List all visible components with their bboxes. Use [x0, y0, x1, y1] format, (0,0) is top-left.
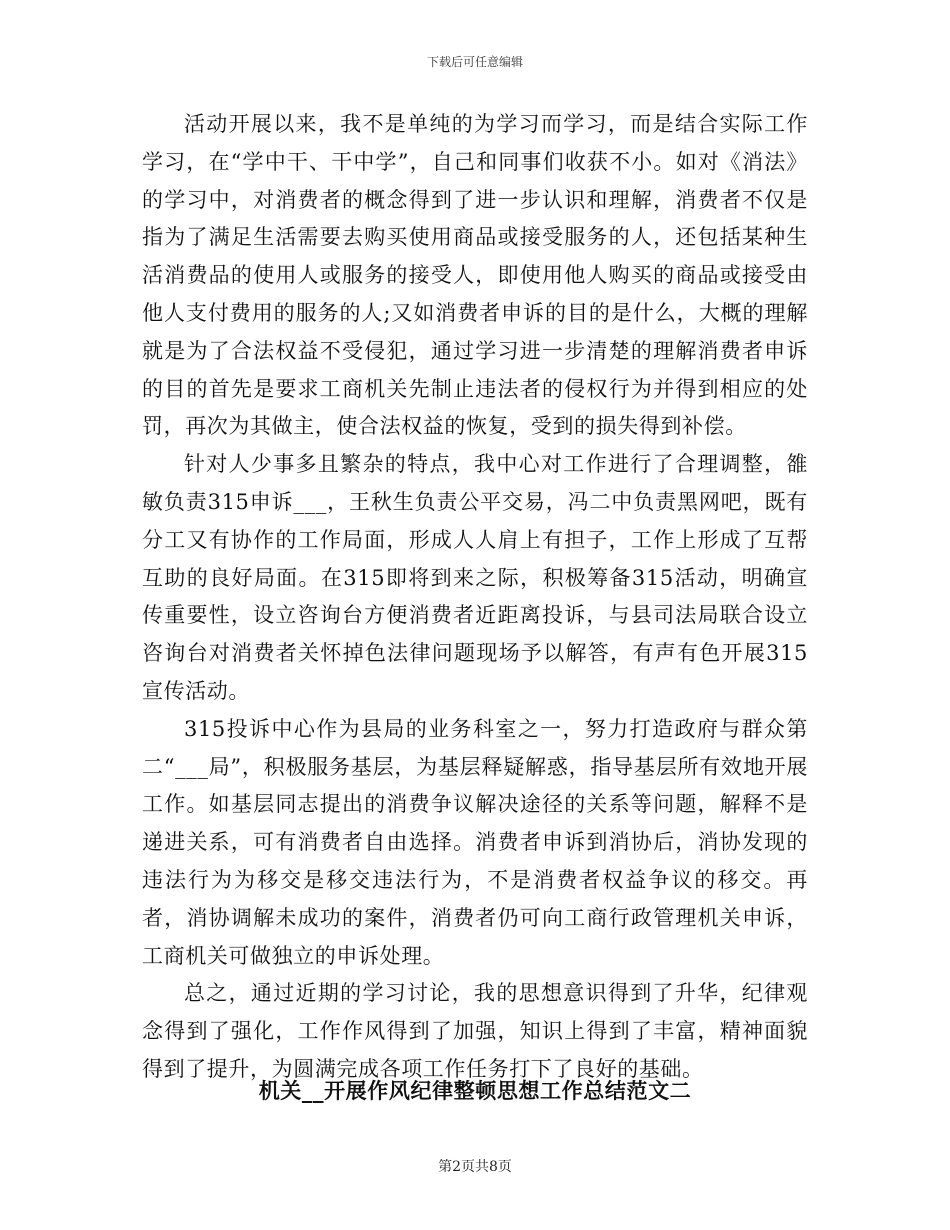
- paragraph-1: 活动开展以来，我不是单纯的为学习而学习，而是结合实际工作学习，在“学中干、干中学”，自己和同事们收获不小。如对《消法》的学习中，对消费者的概念得到了进一步认识和理解，消费者不仅是指为了满足生活需要去购买使用商品或接受服务的人，还包括某种生活消费品的使用人或服务的接受人，即使用他人购买的商品或接受由他人支付费用的服务的人;又如消费者申诉的目的是什么，大概的理解就是为了合法权益不受侵犯，通过学习进一步清楚的理解消费者申诉的目的首先是要求工商机关先制止违法者的侵权行为并得到相应的处罚，再次为其做主，使合法权益的恢复，受到的损失得到补偿。: [142, 112, 808, 439]
- paragraph-4: 总之，通过近期的学习讨论，我的思想意识得到了升华，纪律观念得到了强化，工作作风得到了加强，知识上得到了丰富，精神面貌得到了提升，为圆满完成各项工作任务打下了良好的基础。: [142, 981, 808, 1081]
- paragraph-3: 315投诉中心作为县局的业务科室之一，努力打造政府与群众第二“___局”，积极服务基层，为基层释疑解惑，指导基层所有效地开展工作。如基层同志提出的消费争议解决途径的关系等问题，解释不是递进关系，可有消费者自由选择。消费者申诉到消协后，消协发现的违法行为为移交是移交违法行为，不是消费者权益争议的移交。再者，消协调解未成功的案件，消费者仍可向工商行政管理机关申诉，工商机关可做独立的申诉处理。: [142, 716, 808, 968]
- document-body: [142, 106, 808, 1089]
- page-header-note: 下载后可任意编辑: [426, 55, 523, 69]
- section-title: 机关__开展作风纪律整顿思想工作总结范文二: [258, 1078, 692, 1103]
- page-number: 第2页共8页: [438, 1159, 512, 1175]
- paragraph-2: 针对人少事多且繁杂的特点，我中心对工作进行了合理调整，雒敏负责315申诉___，王秋生负责公平交易，冯二中负责黑网吧，既有分工又有协作的工作局面，形成人人肩上有担子，工作上形成了互帮互助的良好局面。在315即将到来之际，积极筹备315活动，明确宣传重要性，设立咨询台方便消费者近距离投诉，与县司法局联合设立咨询台对消费者关怀掉色法律问题现场予以解答，有声有色开展315宣传活动。: [142, 452, 808, 703]
